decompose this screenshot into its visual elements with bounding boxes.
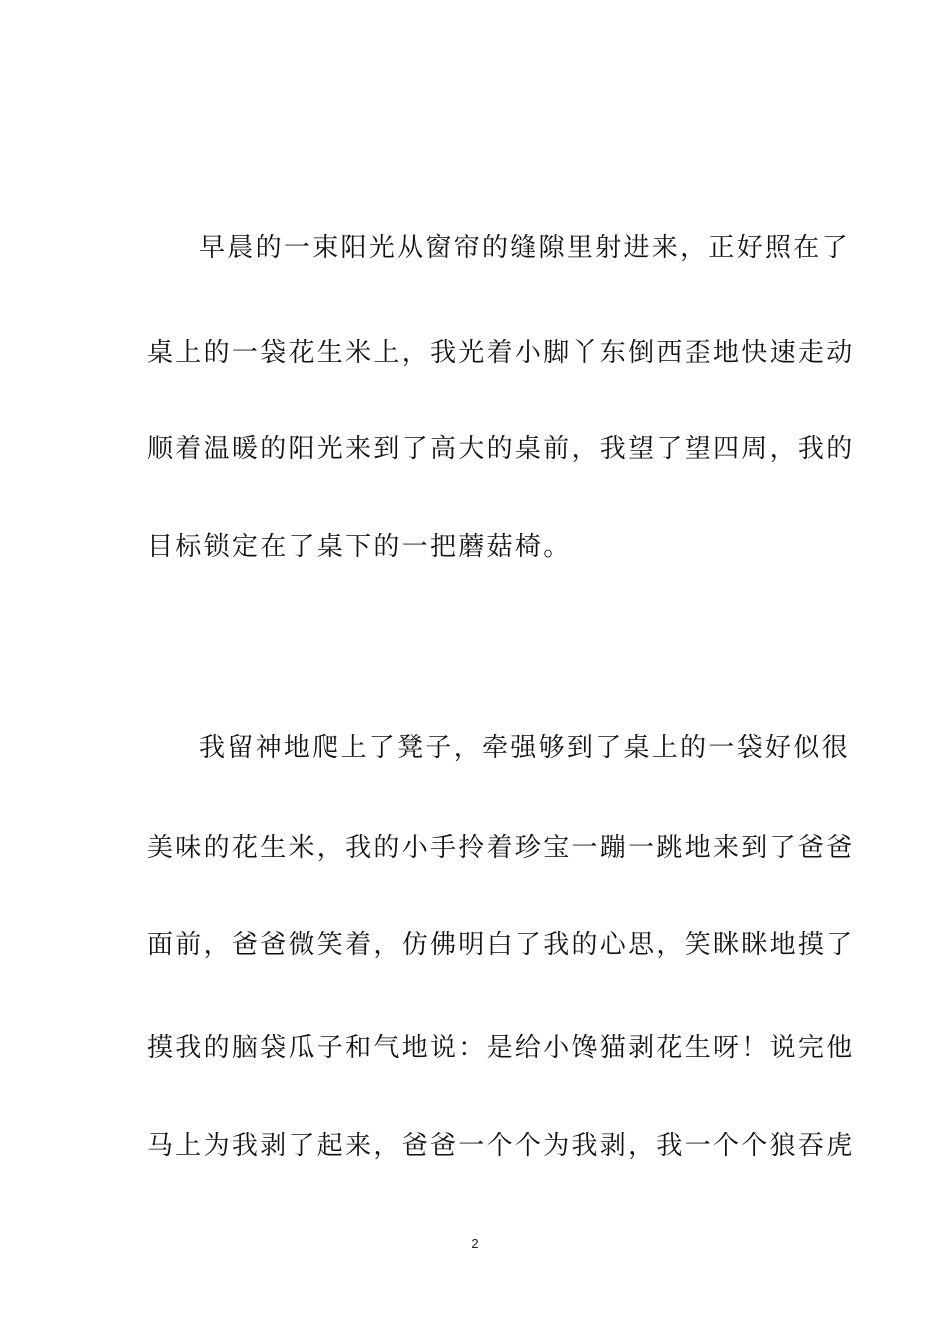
page-number: 2 [471,1236,479,1251]
paragraph-2-line-5: 马上为我剥了起来，爸爸一个个为我剥，我一个个狼吞虎 [147,1131,855,1161]
paragraph-2-line-2: 美味的花生米，我的小手拎着珍宝一蹦一跳地来到了爸爸 [147,833,855,863]
paragraph-1-line-1: 早晨的一束阳光从窗帘的缝隙里射进来，正好照在了 [199,233,850,263]
paragraph-2-line-4: 摸我的脑袋瓜子和气地说：是给小馋猫剥花生呀！说完他 [147,1033,855,1063]
paragraph-1-line-2: 桌上的一袋花生米上，我光着小脚丫东倒西歪地快速走动 [147,338,855,368]
paragraph-2-line-1: 我留神地爬上了凳子，牵强够到了桌上的一袋好似很 [199,733,850,763]
paragraph-1-line-4: 目标锁定在了桌下的一把蘑菇椅。 [147,532,572,562]
paragraph-1-line-3: 顺着温暖的阳光来到了高大的桌前，我望了望四周，我的 [147,434,855,464]
paragraph-2-line-3: 面前，爸爸微笑着，仿佛明白了我的心思，笑眯眯地摸了 [147,930,855,960]
